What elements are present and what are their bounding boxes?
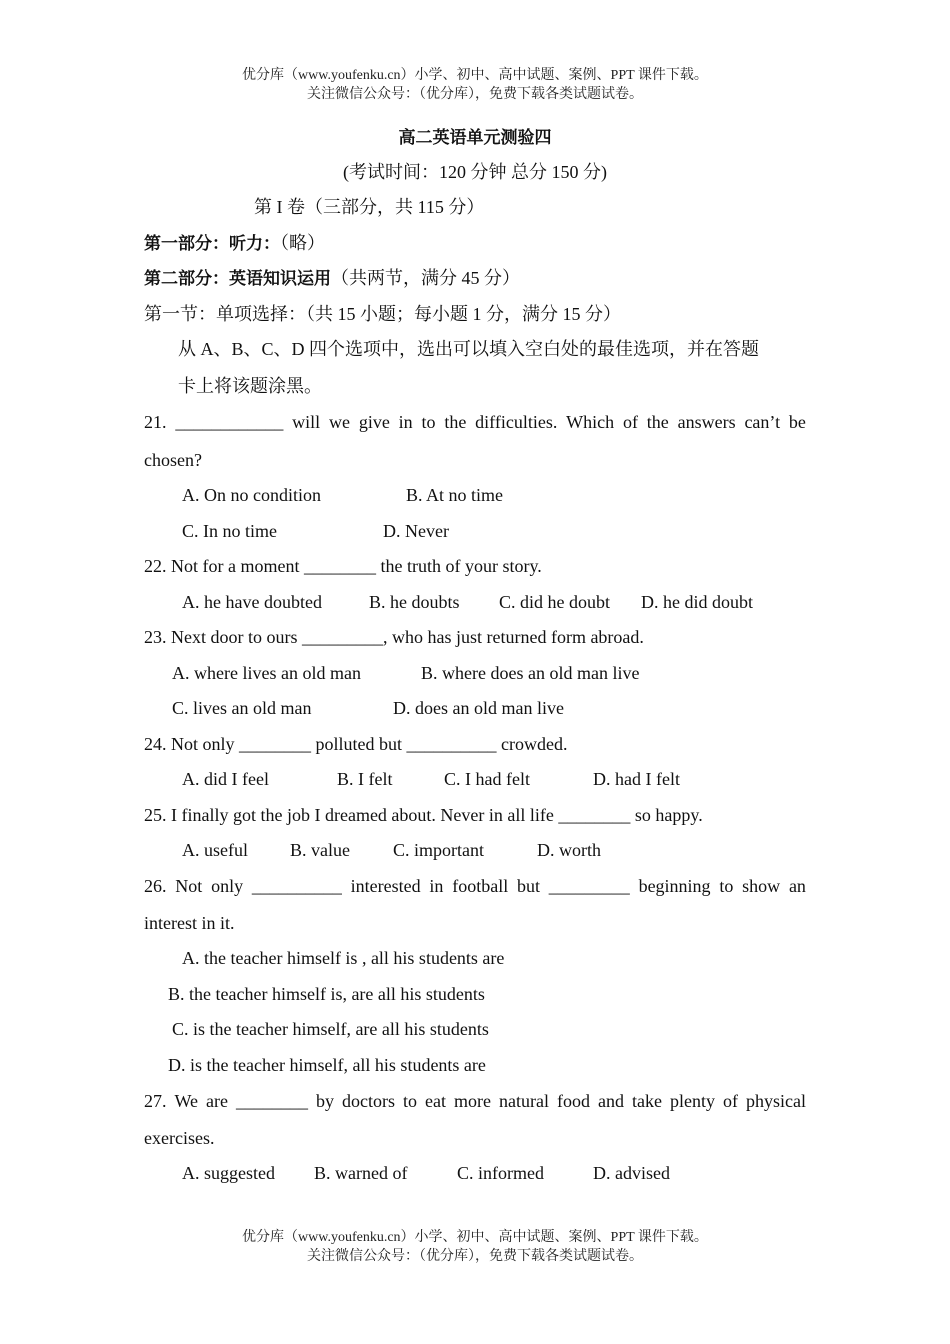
- q23-option-c: C. lives an old man: [172, 698, 312, 718]
- word: 27.: [144, 1091, 167, 1111]
- word: food: [557, 1091, 590, 1111]
- word: physical: [745, 1091, 806, 1111]
- word: only: [211, 876, 244, 896]
- question-21-cont: chosen?: [144, 450, 202, 470]
- word: an: [788, 876, 806, 896]
- q27-option-b: B. warned of: [314, 1163, 408, 1183]
- volume-heading: 第 I 卷（三部分，共 115 分）: [254, 197, 485, 217]
- answer-blank: __________: [251, 876, 342, 896]
- word: 26.: [144, 876, 167, 896]
- q25-option-d: D. worth: [537, 840, 601, 860]
- word: give: [358, 412, 390, 432]
- section1-title: 第一节：单项选择：（共 15 小题；每小题 1 分，满分 15 分）: [144, 304, 621, 324]
- word: beginning: [638, 876, 711, 896]
- word: will: [292, 412, 321, 432]
- word: answers: [677, 412, 736, 432]
- q24-option-c: C. I had felt: [444, 769, 530, 789]
- answer-blank: ____________: [175, 412, 284, 432]
- q24-option-b: B. I felt: [337, 769, 393, 789]
- q27-option-a: A. suggested: [182, 1163, 275, 1183]
- word: but: [516, 876, 540, 896]
- word: 21.: [144, 412, 167, 432]
- q21-option-a: A. On no condition: [182, 485, 321, 505]
- word: we: [329, 412, 350, 432]
- q24-option-d: D. had I felt: [593, 769, 680, 789]
- q27-option-c: C. informed: [457, 1163, 544, 1183]
- word: Not: [175, 876, 203, 896]
- q26-option-a: A. the teacher himself is , all his students are: [182, 948, 505, 968]
- question-27-stem: [144, 1090, 806, 1112]
- part1-heading: [144, 232, 325, 255]
- q25-option-a: A. useful: [182, 840, 248, 860]
- q21-option-d: D. Never: [383, 521, 449, 541]
- q22-option-a: A. he have doubted: [182, 592, 322, 612]
- q22-option-b: B. he doubts: [369, 592, 460, 612]
- word: to: [719, 876, 734, 896]
- question-26-stem: [144, 875, 806, 897]
- header-line-2: 关注微信公众号：（优分库），免费下载各类试题试卷。: [307, 87, 643, 102]
- part1-note: （略）: [280, 233, 325, 253]
- q21-option-c: C. In no time: [182, 521, 277, 541]
- question-25-stem: 25. I finally got the job I dreamed about. Never in all life ________ so happy.: [144, 805, 703, 825]
- question-23-stem: 23. Next door to ours _________, who has just returned form abroad.: [144, 627, 644, 647]
- word: take: [632, 1091, 662, 1111]
- word: Which: [566, 412, 615, 432]
- word: the: [646, 412, 669, 432]
- q26-option-b: B. the teacher himself is, are all his students: [168, 984, 485, 1004]
- q22-option-c: C. did he doubt: [499, 592, 610, 612]
- answer-blank: _________: [548, 876, 630, 896]
- q26-option-c: C. is the teacher himself, are all his students: [172, 1019, 489, 1039]
- q26-option-d: D. is the teacher himself, all his students are: [168, 1055, 486, 1075]
- word: of: [622, 412, 638, 432]
- header-line-1: 优分库（www.youfenku.cn）小学、初中、高中试题、案例、PPT 课件下载。: [242, 68, 708, 83]
- word: We: [174, 1091, 199, 1111]
- footer-line-1: 优分库（www.youfenku.cn）小学、初中、高中试题、案例、PPT 课件下载。: [242, 1230, 708, 1245]
- q23-option-a: A. where lives an old man: [172, 663, 361, 683]
- part2-label: 第二部分：英语知识运用: [144, 269, 331, 289]
- q24-option-a: A. did I feel: [182, 769, 269, 789]
- word: to: [421, 412, 436, 432]
- word: and: [598, 1091, 624, 1111]
- word: plenty: [669, 1091, 715, 1111]
- part1-label: 第一部分：听力：: [144, 234, 280, 254]
- question-22-stem: 22. Not for a moment ________ the truth of your story.: [144, 556, 542, 576]
- part2-note: （共两节，满分 45 分）: [331, 268, 520, 288]
- word: of: [722, 1091, 738, 1111]
- q27-option-d: D. advised: [593, 1163, 670, 1183]
- exam-title: 高二英语单元测验四: [398, 128, 552, 148]
- word: the: [444, 412, 467, 432]
- word: in: [429, 876, 444, 896]
- q25-option-c: C. important: [393, 840, 484, 860]
- word: are: [206, 1091, 229, 1111]
- q25-option-b: B. value: [290, 840, 350, 860]
- answer-blank: ________: [236, 1091, 309, 1111]
- word: by: [316, 1091, 335, 1111]
- question-27-cont: exercises.: [144, 1128, 215, 1148]
- part2-heading: [144, 267, 520, 290]
- word: in: [398, 412, 413, 432]
- word: interested: [350, 876, 421, 896]
- word: doctors: [342, 1091, 396, 1111]
- section1-instruction-2: 卡上将该题涂黑。: [178, 376, 322, 396]
- question-24-stem: 24. Not only ________ polluted but __________ crowded.: [144, 734, 568, 754]
- word: can’t: [744, 412, 781, 432]
- question-21-stem: [144, 411, 806, 433]
- word: more: [454, 1091, 492, 1111]
- exam-subtitle: (考试时间：120 分钟 总分 150 分): [343, 162, 607, 182]
- word: be: [788, 412, 806, 432]
- word: natural: [499, 1091, 549, 1111]
- q21-option-b: B. At no time: [406, 485, 504, 505]
- word: difficulties.: [475, 412, 558, 432]
- page-footer: [0, 1228, 950, 1266]
- word: to: [403, 1091, 418, 1111]
- q23-option-b: B. where does an old man live: [421, 663, 640, 683]
- word: eat: [425, 1091, 447, 1111]
- word: show: [742, 876, 781, 896]
- section1-instruction-1: 从 A、B、C、D 四个选项中，选出可以填入空白处的最佳选项，并在答题: [178, 339, 760, 359]
- footer-line-2: 关注微信公众号：（优分库），免费下载各类试题试卷。: [307, 1249, 643, 1264]
- question-26-cont: interest in it.: [144, 913, 235, 933]
- q22-option-d: D. he did doubt: [641, 592, 753, 612]
- q23-option-d: D. does an old man live: [393, 698, 564, 718]
- word: football: [452, 876, 509, 896]
- page-header: [0, 66, 950, 104]
